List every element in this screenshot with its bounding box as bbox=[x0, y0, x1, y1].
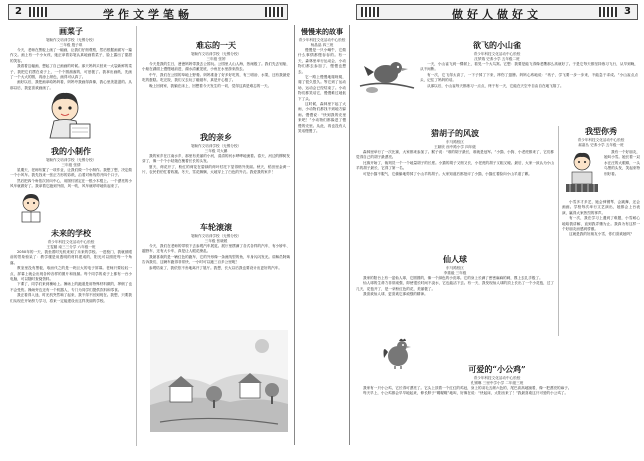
article-title: 我的亲乡 bbox=[200, 132, 232, 142]
paragraph: 森林里举行了一次比赛，大家都来参加了。猴子说：“谁的胡子最长，谁就是冠军。”小猫、小狗、小老虎都来了，它们都觉得自己的胡子最漂亮。 bbox=[356, 150, 554, 160]
paragraph: 可是小猫不服气，它偷偷地剪掉了小山羊的胡子。大家知道后都批评了小猫，小猫红着脸向小山羊道了歉。 bbox=[363, 171, 532, 176]
paragraph: 从那以后，小山雀每天都练习一点点，终于有一天，它能在天空中自由自在地飞翔了。 bbox=[427, 83, 564, 88]
article-school: 青少年科技文化活动中心松校 bbox=[298, 38, 346, 42]
paragraph: 2050年的一天，我坐着时光机来到了未来的学校。一进校门，我就被眼前的景象惊呆了：教学楼是用透明的材料建成的，阳光可以照进每一个角落。 bbox=[10, 250, 132, 265]
bird-on-branch-illustration bbox=[358, 50, 416, 96]
paragraph: 我有一个好朋友，她叫小雪。她长着一双水汪汪的大眼睛，一头乌黑的头发，笑起来特别好看。 bbox=[604, 150, 640, 176]
article-hometown bbox=[142, 132, 290, 176]
article-school: 笔畅作文培训学校（无锡分校） bbox=[190, 52, 242, 56]
article-author: 李重毅 三年级 bbox=[443, 271, 467, 275]
article-little-tit-body bbox=[420, 62, 638, 89]
article-school: 笔畅作文培训学校（无锡分校） bbox=[190, 234, 242, 238]
article-author: 王雯璐 南三三分学 六年级一班 bbox=[46, 245, 96, 249]
article-author: 三年级 张倩 bbox=[61, 163, 81, 167]
article-my-craft bbox=[10, 146, 132, 190]
article-author: 三年级 司大鹏 bbox=[204, 149, 228, 153]
article-hua-caizi bbox=[10, 26, 132, 91]
article-my-style-intro bbox=[604, 150, 640, 177]
paragraph: 我家的阳台上有一盆仙人球，它圆圆的，像一个绿色的小皮球。它的身上长满了密密麻麻的刺，摸上去扎手极了。 bbox=[363, 276, 543, 280]
article-school: 东马路校区 bbox=[446, 266, 464, 270]
paragraph: 教室里没有黑板，取而代之的是一块巨大的电子屏幕。老师只要轻轻一点，屏幕上就会出现各种各样的图片和视频。每个同学的桌子上都有一台小电脑，可以随时查阅资料。 bbox=[10, 266, 132, 282]
article-school: 青少年科技文化活动中心松校 bbox=[47, 240, 95, 244]
paragraph: 它一路上慢慢地爬呀爬，爬了很久很久。等它到了运动场，运动会已经结束了。小动物们都笑话它，慢慢难过地低下了头。 bbox=[298, 75, 346, 101]
article-author: 三年级 殷子琪 bbox=[59, 43, 83, 47]
article-school: 东马路校区 bbox=[446, 140, 464, 144]
article-school: 青少年科技文化活动中心松校 bbox=[577, 138, 625, 142]
paragraph: 我最喜欢的是一辆红色的跑车，它的外形像一条流线型的鱼，车身闪闪发光。讲解员阿姨告诉我们，这辆车跑得非常快，一小时可以跑三百多公里呢！ bbox=[142, 254, 290, 265]
article-title: 欲飞的小山雀 bbox=[473, 40, 521, 50]
column-divider bbox=[136, 26, 137, 446]
article-title: 可爱的“小公鸡” bbox=[468, 364, 526, 374]
paragraph: 慢慢是一只小蜗牛，它做什么事情都慢吞吞的。有一天，森林里举行运动会，小动物们都去参加了，慢慢也想去。 bbox=[298, 48, 346, 74]
article-author: 王颖欣 西中路小学 四年级 bbox=[434, 145, 476, 149]
article-author: 孔锡琳 三里中学小学 二年级三班 bbox=[470, 381, 524, 385]
girl-piano-illustration bbox=[562, 150, 602, 198]
article-title: 我的小制作 bbox=[51, 146, 91, 156]
article-author: 杨晶晶 四三班 bbox=[310, 43, 334, 47]
article-school: 青少年科技文化活动中心松校 bbox=[473, 52, 521, 56]
paragraph: 晚上回到家，我躺在床上，回想着今天发生的一切，觉得这真是难忘的一天。 bbox=[149, 83, 272, 88]
paragraph: 比赛开始了，裁判员一个一个地量胡子的长度。小猫的胡子又细又长，小老虎的胡子又粗又硬。最后，大家一致认为小山羊的胡子最长，它得了第一名。 bbox=[356, 160, 554, 171]
column-divider bbox=[558, 126, 559, 336]
article-author: 三年级 张婷 bbox=[206, 57, 226, 61]
header-stripe bbox=[599, 7, 617, 17]
left-page-header bbox=[8, 4, 288, 20]
article-title: 猎胡子的风波 bbox=[431, 128, 479, 138]
paragraph: 今天是我的生日，爸爸妈妈带我去公园玩。公园里人山人海，热闹极了。我们先去划船，小船在湖面上慢慢地前进，湖水清澈见底，小鱼在水里游来游去。 bbox=[142, 62, 290, 72]
article-my-style bbox=[562, 126, 640, 148]
paragraph: 我看着这幅画，想起了自己画画的时候。那天妈妈买回来一大袋新鲜的菜子，我把它们摆在桌子上，一个个圆溜溜的，可爱极了。我拿出画纸，先画了一个大大的圆，再涂上颜色，画得可认真了。 bbox=[10, 64, 132, 80]
article-future-school bbox=[10, 228, 132, 304]
paragraph: 星期天，老师布置了一项作业，让我们做一个小制作。我想了想，决定做一个小风车。我先找来一张正方形的彩纸，沿着对角线剪开四个口子。 bbox=[10, 168, 132, 178]
paragraph: 今天，老师在黑板上画了一幅画，让我们仔细观察，然后根据画面写一篇作文。画上有一个小女孩，她正拿着彩笔认真地画着菜子，脸上露出了甜甜的笑容。 bbox=[10, 48, 132, 63]
article-little-rooster bbox=[356, 364, 638, 397]
article-title: 难忘的一天 bbox=[196, 40, 236, 50]
article-title: 慢慢来的故事 bbox=[301, 27, 343, 36]
paragraph: 一天，小山雀飞到一棵树上，看见一个大鸟窝。它想：我要是能飞得像老鹰那么高就好了。于是它每天都坚持练习飞行，从早到晚，从不间断。 bbox=[420, 62, 638, 72]
article-cactus bbox=[356, 254, 554, 298]
paragraph: 夏天，荷花开了，粉红的荷花在碧绿的荷叶衬托下显得格外美丽。秋天，稻田里金黄一片，农民伯伯忙着收割。冬天，雪花飘飘，大地穿上了白色的外衣。我爱我的家乡！ bbox=[142, 164, 290, 175]
right-page bbox=[322, 0, 644, 461]
village-landscape-illustration bbox=[150, 330, 288, 432]
paragraph: 我的家乡在江南水乡，那里有美丽的小河，清清的河水哗哗地流着。春天，河边的柳树发芽了，像一个个小姑娘在梳着长长的头发。 bbox=[142, 154, 290, 164]
article-title: 车轮滚滚 bbox=[200, 222, 232, 232]
article-school: 青少年科技文化活动中心松校 bbox=[473, 376, 521, 380]
article-title: 仙人球 bbox=[443, 254, 467, 264]
paragraph: 我家有一只小公鸡，它长得可漂亮了。它头上顶着一个红红的鸡冠，身上的羽毛五颜六色的，尾巴高高地翘着，像一把漂亮的扇子。 bbox=[363, 386, 572, 390]
paragraph: 然后把四个角依次折向中心，用图钉固定在一根小木棍上。一个漂亮的小风车就做好了。我拿着它跑到外面，风一吹，风车就呼呼地转起来了。 bbox=[10, 178, 132, 189]
girl-drawing-illustration bbox=[34, 88, 96, 142]
paragraph: 我喜欢仙人球，更喜欢它那顽强的精神。 bbox=[363, 292, 428, 297]
article-title: 我型你秀 bbox=[585, 126, 617, 136]
article-unforgettable-day bbox=[142, 40, 290, 89]
article-author: 沈梦瑞 史弗小学 五年级二班 bbox=[474, 57, 520, 61]
paragraph: 这就是我的好朋友小雪，你们喜欢她吗？ bbox=[569, 232, 634, 237]
article-title: 未来的学校 bbox=[51, 228, 91, 238]
paragraph: 我正看得入迷，时光机突然响了起来，我不得不回到现在。我想，只要我们从现在开始努力学习，将来一定能建设出这样美丽的学校。 bbox=[10, 293, 132, 303]
paragraph: 中午，我们在公园的草地上野餐。妈妈准备了好多好吃的，有三明治、水果，还有我最爱吃的蛋糕。吃完饭，我们又去玩了碰碰车，真是开心极了。 bbox=[142, 72, 290, 83]
header-stripe bbox=[265, 7, 283, 17]
paragraph: 参观结束了，我依依不舍地离开了展厅。我想，长大以后我也要设计出更好的汽车。 bbox=[149, 265, 282, 270]
paragraph: 有一次，我在学习上遇到了难题，小雪耐心地给我讲解，直到我弄懂为止。我真为有这样一个好朋友而感到骄傲。 bbox=[562, 216, 640, 232]
paragraph: 有一次，它飞得太高了，一下子掉了下来，摔伤了翅膀。妈妈心疼地说：“孩子，学飞要一步一步来，不能急于求成。”小山雀点点头，记住了妈妈的话。 bbox=[420, 72, 638, 83]
paragraph: 这时候，森林里下起了大雨，小动物们都找不到地方躲雨。慢慢说：“快到我的壳里来吧！”小动物们都躲进了慢慢的壳里。从此，再也没有人笑话慢慢了。 bbox=[298, 102, 346, 134]
left-page-number: 2 bbox=[15, 6, 22, 17]
article-school: 笔畅作文培训学校（无锡分校） bbox=[190, 144, 242, 148]
article-title: 画菜子 bbox=[59, 26, 83, 36]
article-author: 三年级 张晓媛 bbox=[204, 239, 228, 243]
paragraph: 今天，我们在老师的带领下去参观汽车展览。展厅里摆满了各式各样的汽车，有小轿车、越野车，还有大卡车，真是让人眼花缭乱。 bbox=[142, 244, 290, 254]
right-page-number: 3 bbox=[624, 6, 631, 17]
paragraph: 小雪多才多艺，她会弹钢琴、会跳舞，还会画画。学校每次举行文艺演出，她都会上台表演，赢得大家热烈的掌声。 bbox=[562, 200, 640, 215]
article-school: 笔畅作文培训学校（无锡分校） bbox=[45, 38, 97, 42]
paragraph: 每天早上，小公鸡都会早早地起来，伸长脖子“喔喔喔”地叫，好像在说：“快起床，太阳出来了！”我最喜欢这只可爱的小公鸡了。 bbox=[363, 391, 569, 396]
article-author: 郝嘉丛 史弗小学 五年级一班 bbox=[578, 143, 624, 147]
right-page-header bbox=[356, 4, 638, 20]
article-school: 笔畅作文培训学校（无锡分校） bbox=[45, 158, 97, 162]
right-header-title: 做好人做好文 bbox=[452, 8, 542, 21]
article-wheels-rolling bbox=[142, 222, 290, 271]
paragraph: 画好以后，我把画拿给妈妈看，妈妈夸我画得真像，我心里美滋滋的。从那以后，我更喜欢画画了。 bbox=[10, 80, 132, 90]
article-my-style-body bbox=[562, 200, 640, 238]
left-header-title: 学作文学笔畅 bbox=[103, 8, 193, 21]
paragraph: 下课了，同学们来到操场上。操场上的跑道是用特殊材料做的，摔倒了也不会受伤。操场旁边还有一个机器人，专门为同学们提供饮料和零食。 bbox=[10, 282, 132, 292]
article-beard-dispute bbox=[356, 128, 554, 177]
girl-reading-illustration bbox=[14, 192, 48, 224]
paragraph: 仙人球的生命力非常顽强，即使很长时间不浇水，它也能活下去。有一天，我发现仙人球的顶上长出了一个小花苞，过了几天，花苞开了，是一朵粉红色的花，美丽极了。 bbox=[356, 281, 554, 291]
